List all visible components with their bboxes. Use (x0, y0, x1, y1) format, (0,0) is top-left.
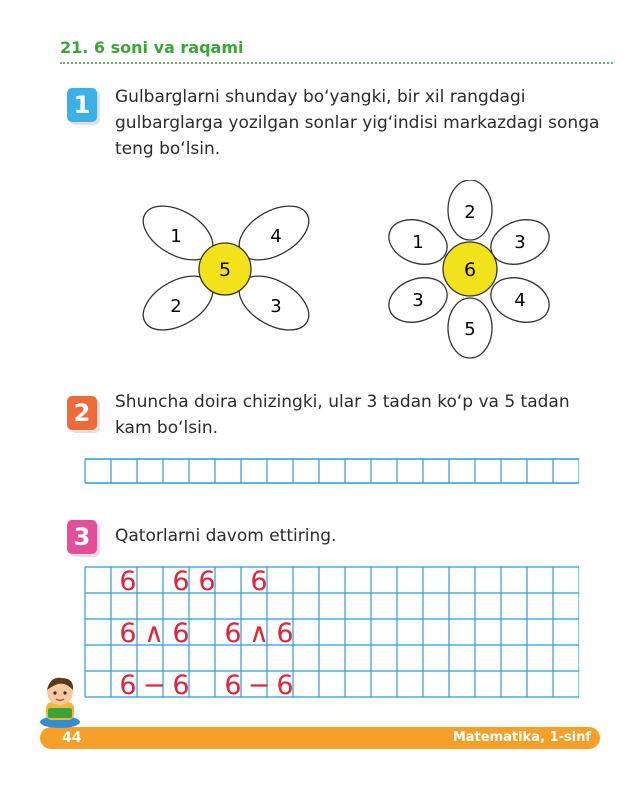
petal-number: 4 (514, 290, 526, 311)
grid-digit: 6 (172, 566, 190, 597)
task-3-badge: 3 (67, 520, 97, 554)
task-1-badge: 1 (67, 88, 97, 122)
title-divider (60, 62, 613, 64)
grid-digit: 6 (276, 618, 294, 649)
grid-digit: 6 (198, 566, 216, 597)
grid-row-3 (119, 670, 293, 700)
grid-digit: 6 (172, 618, 190, 649)
flower-2-petal-1[interactable] (448, 180, 492, 240)
grid-digit: 6 (224, 618, 242, 649)
grid-digit: 6 (119, 618, 137, 649)
petal-number: 5 (464, 319, 476, 340)
petal-number: 3 (412, 290, 424, 311)
flower-2-petal-6[interactable] (448, 298, 492, 358)
grid-digit: 6 (250, 566, 268, 597)
task-3-text: Qatorlarni davom ettiring. (115, 526, 337, 546)
grid-row-1 (119, 566, 267, 597)
comparison-sign: − (142, 670, 166, 700)
grid-digit: 6 (119, 566, 137, 597)
grid-row-2 (119, 618, 293, 649)
flower-2[interactable] (380, 180, 560, 365)
writing-grid[interactable] (84, 566, 579, 700)
petal-number: 2 (464, 202, 476, 223)
flower-2-center (443, 242, 497, 296)
grid-digit: 6 (276, 670, 294, 700)
lesson-title: 21. 6 soni va raqami (60, 38, 244, 57)
comparison-sign: ∧ (249, 618, 269, 649)
task-2-text: Shuncha doira chizingki, ular 3 tadan ko‘p va 5 tadan kam bo‘lsin. (115, 392, 570, 438)
book-name: Matematika, 1-sinf (452, 730, 591, 745)
flower-2-petal-2[interactable] (383, 212, 454, 272)
grid-digit: 6 (119, 670, 137, 700)
flower-1-center (199, 243, 251, 295)
petal-number: 3 (270, 296, 282, 317)
petal-number: 2 (170, 296, 182, 317)
grid-digit: 6 (224, 670, 242, 700)
drawing-strip[interactable] (84, 458, 579, 484)
petal-number: 1 (412, 232, 424, 253)
comparison-sign: ∧ (144, 618, 164, 649)
petal-number: 3 (514, 232, 526, 253)
task-1-text: Gulbarglarni shunday bo‘yangki, bir xil rangdagi gulbarglarga yozilgan sonlar yig‘indisi markazdagi songa teng bo‘lsin. (115, 87, 600, 159)
petal-number: 4 (270, 226, 282, 247)
grid-digit: 6 (172, 670, 190, 700)
center-number: 6 (463, 259, 477, 281)
petal-number: 1 (170, 226, 182, 247)
flower-2-petal-4[interactable] (383, 270, 454, 330)
center-number: 5 (218, 259, 232, 281)
comparison-sign: − (247, 670, 271, 700)
flower-1[interactable] (130, 195, 330, 345)
task-2-badge: 2 (67, 396, 97, 430)
page-number: 44 (62, 730, 82, 746)
reading-child-illustration (36, 672, 84, 728)
